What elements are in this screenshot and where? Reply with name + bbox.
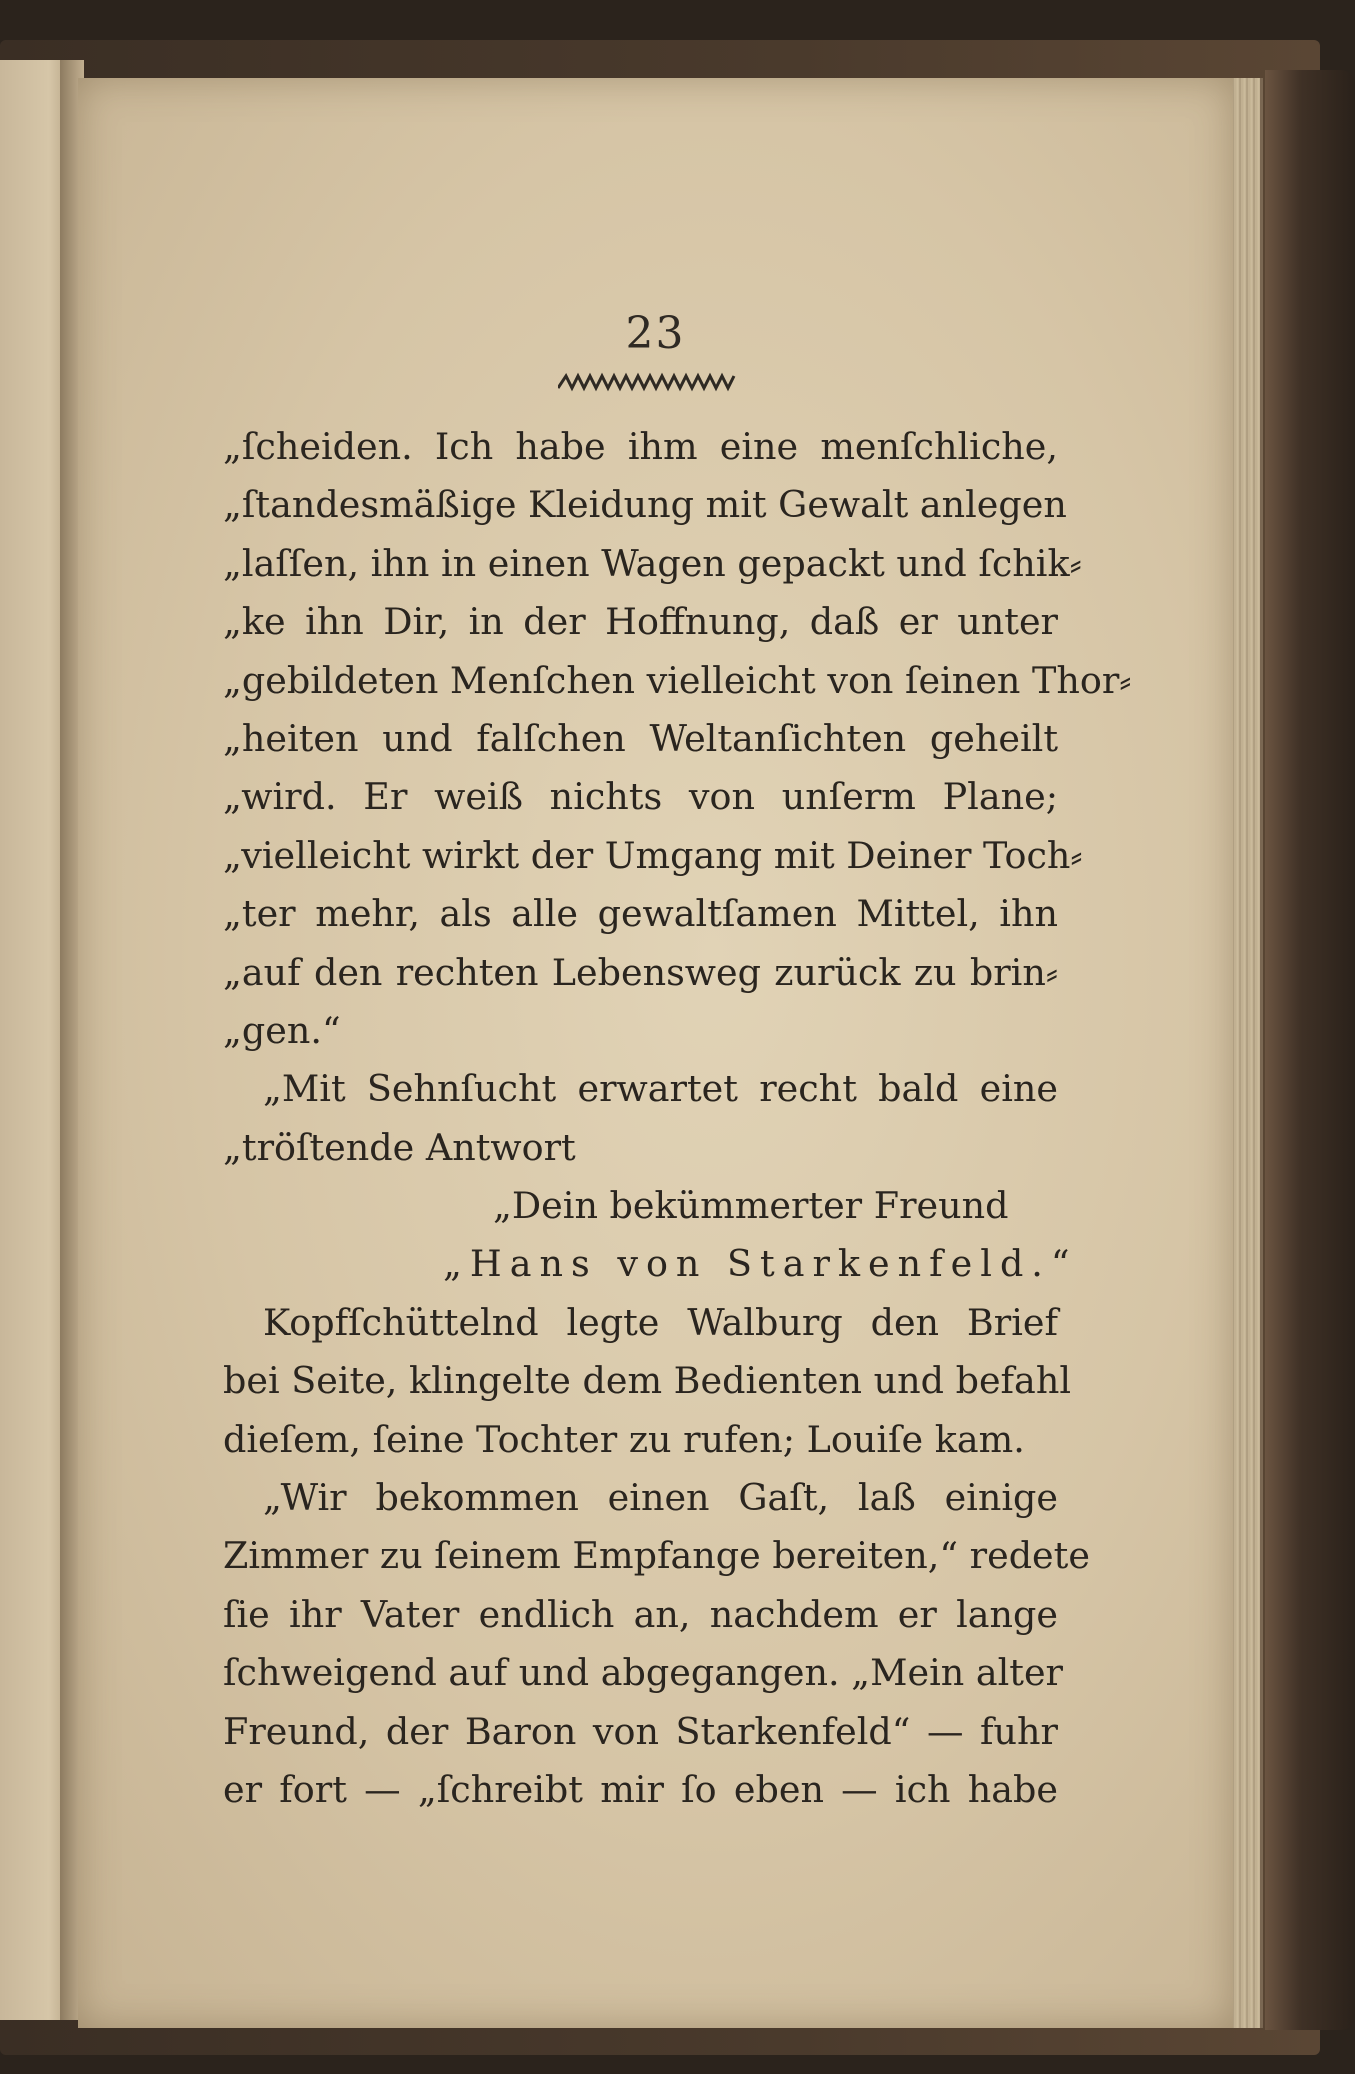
text-line: er fort — „ſchreibt mir ſo eben — ich habe bbox=[223, 1767, 1058, 1811]
book-fore-edge bbox=[1265, 70, 1355, 2030]
text-line: „tröſtende Antwort bbox=[223, 1125, 576, 1169]
text-line: Freund, der Baron von Starkenfeld“ — fuhr bbox=[223, 1709, 1058, 1753]
body-text bbox=[223, 418, 1132, 1819]
text-line: „laſſen, ihn in einen Wagen gepackt und ſchik⸗ bbox=[223, 541, 1082, 585]
wavy-rule-ornament-icon bbox=[558, 370, 738, 396]
text-line: „Mit Sehnſucht erwartet recht bald eine bbox=[263, 1067, 1058, 1111]
text-line: „Wir bekommen einen Gaſt, laß einige bbox=[263, 1476, 1058, 1520]
book-page bbox=[78, 78, 1233, 2028]
text-line: „ſtandesmäßige Kleidung mit Gewalt anlegen bbox=[223, 483, 1067, 527]
text-line: „ſcheiden. Ich habe ihm eine menſchliche, bbox=[223, 425, 1058, 468]
text-line: Zimmer zu ſeinem Empfange bereiten,“ redete bbox=[223, 1534, 1090, 1578]
text-line: „auf den rechten Lebensweg zurück zu brin⸗ bbox=[223, 950, 1058, 994]
text-line: „ter mehr, als alle gewaltſamen Mittel, ihn bbox=[223, 892, 1058, 936]
signature-closing: „Dein bekümmerter Freund bbox=[493, 1184, 1009, 1228]
signature-name: „Hans von Starkenfeld.“ bbox=[443, 1242, 1078, 1286]
text-line: bei Seite, klingelte dem Bedienten und befahl bbox=[223, 1359, 1072, 1403]
text-line: „gen.“ bbox=[223, 1008, 341, 1052]
text-line: „ke ihn Dir, in der Hoffnung, daß er unter bbox=[223, 600, 1058, 644]
page-number: 23 bbox=[625, 308, 686, 359]
text-line: „vielleicht wirkt der Umgang mit Deiner Toch⸗ bbox=[223, 833, 1083, 877]
text-line: „heiten und falſchen Weltanſichten geheilt bbox=[223, 716, 1058, 760]
text-line: ſchweigend auf und abgegangen. „Mein alter bbox=[223, 1651, 1063, 1695]
text-line: „gebildeten Menſchen vielleicht von ſeinen Thor⸗ bbox=[223, 658, 1132, 702]
text-line: ſie ihr Vater endlich an, nachdem er lange bbox=[223, 1592, 1058, 1636]
text-line: dieſem, ſeine Tochter zu rufen; Louiſe kam. bbox=[223, 1417, 1025, 1461]
text-line: „wird. Er weiß nichts von unſerm Plane; bbox=[223, 775, 1058, 819]
text-line: Kopfſchüttelnd legte Walburg den Brief bbox=[263, 1300, 1058, 1344]
